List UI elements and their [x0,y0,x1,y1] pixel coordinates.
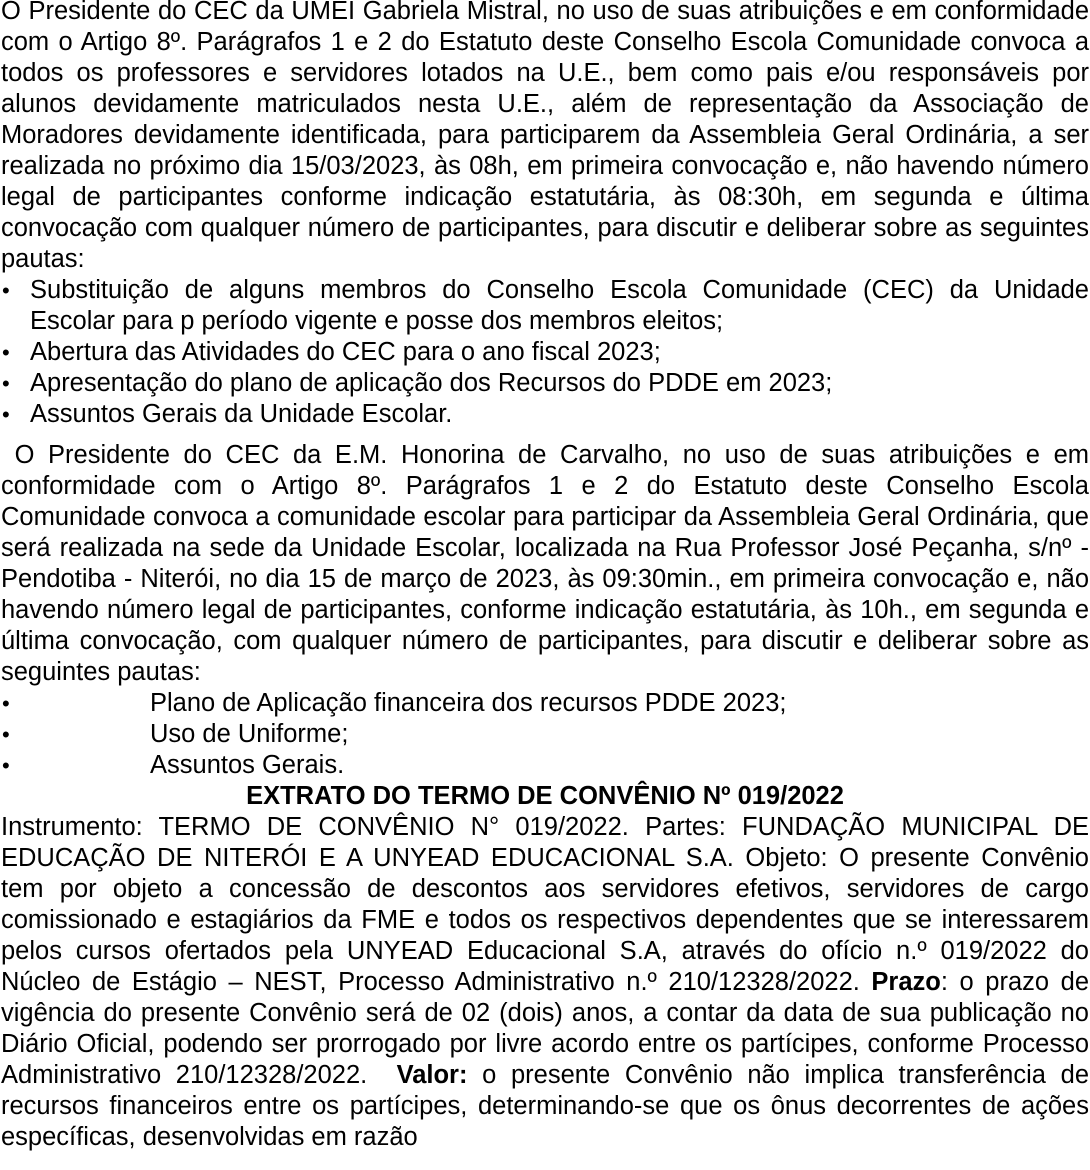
list-item: • Assuntos Gerais. [1,750,1089,781]
extract-text-instrumento: Instrumento: TERMO DE CONVÊNIO N° 019/2022. Partes: FUNDAÇÃO MUNICIPAL DE EDUCAÇÃO DE NITERÓI E A UNYEAD EDUCACIONAL S.A. Objeto: O presente Convênio tem por objeto a concessão de descontos aos servidores efetivos, servidores de cargo comissionado e estagiários da FME e todos os respectivos dependentes que se interessarem pelos cursos ofertados pela UNYEAD Educacional S.A, através do ofício n.º 019/2022 do Núcleo de Estágio – NEST, Processo Administrativo n.º 210/12328/2022. [1,813,1089,996]
notice-em-honorina-de-carvalho: O Presidente do CEC da E.M. Honorina de Carvalho, no uso de suas atribuições e em conformidade com o Artigo 8º. Parágrafos 1 e 2 do Estatuto deste Conselho Escola Comunidade convoca a comunidade escolar para participar da Assembleia Geral Ordinária, que será realizada na sede da Unidade Escolar, localizada na Rua Professor José Peçanha, s/nº - Pendotiba - Niterói, no dia 15 de março de 2023, às 09:30min., em primeira convocação e, não havendo número legal de participantes, conforme indicação estatutária, às 10h., em segunda e última convocação, com qualquer número de participantes, para discutir e deliberar sobre as seguintes pautas: [1,441,1089,686]
extract-text-prazo: : o prazo de vigência do presente Convênio será de 02 (dois) anos, a contar da data de sua publicação no Diário Oficial, podendo ser prorrogado por livre acordo entre os partícipes, conforme Processo Administrativo 210/12328/2022. [1,968,1090,1089]
notice-umei-gabriela-mistral: O Presidente do CEC da UMEI Gabriela Mistral, no uso de suas atribuições e em conformidade com o Artigo 8º. Parágrafos 1 e 2 do Estatuto deste Conselho Escola Comunidade convoca a todos os professores e servidores lotados na U.E., bem como pais e/ou responsáveis por alunos devidamente matriculados nesta U.E., além de representação da Associação de Moradores devidamente identificada, para participarem da Assembleia Geral Ordinária, a ser realizada no próximo dia 15/03/2023, às 08h, em primeira convocação e, não havendo número legal de participantes conforme indicação estatutária, às 08:30h, em segunda e última convocação com qualquer número de participantes, para discutir e deliberar sobre as seguintes pautas: [1,0,1089,273]
list-item: • Plano de Aplicação financeira dos recursos PDDE 2023; [1,688,1089,719]
list-item: • Assuntos Gerais da Unidade Escolar. [1,399,1089,430]
spacer [1,430,1089,440]
agenda-list-umei [1,275,1089,430]
list-item: • Apresentação do plano de aplicação dos Recursos do PDDE em 2023; [1,368,1089,399]
agenda-list-honorina [1,688,1089,781]
list-item: • Abertura das Atividades do CEC para o ano fiscal 2023; [1,337,1089,368]
prazo-label: Prazo [871,968,941,996]
extract-text-valor: o presente Convênio não implica transferência de recursos financeiros entre os partícipes, determinando-se que os ônus decorrentes de ações específicas, desenvolvidas em razão [1,1061,1090,1151]
valor-label: Valor: [396,1061,468,1089]
list-item: • Uso de Uniforme; [1,719,1089,750]
extract-heading: EXTRATO DO TERMO DE CONVÊNIO Nº 019/2022 [246,782,844,810]
list-item: • Substituição de alguns membros do Conselho Escola Comunidade (CEC) da Unidade Escolar para p período vigente e posse dos membros eleitos; [1,275,1089,337]
extract-body [1,812,1089,1153]
